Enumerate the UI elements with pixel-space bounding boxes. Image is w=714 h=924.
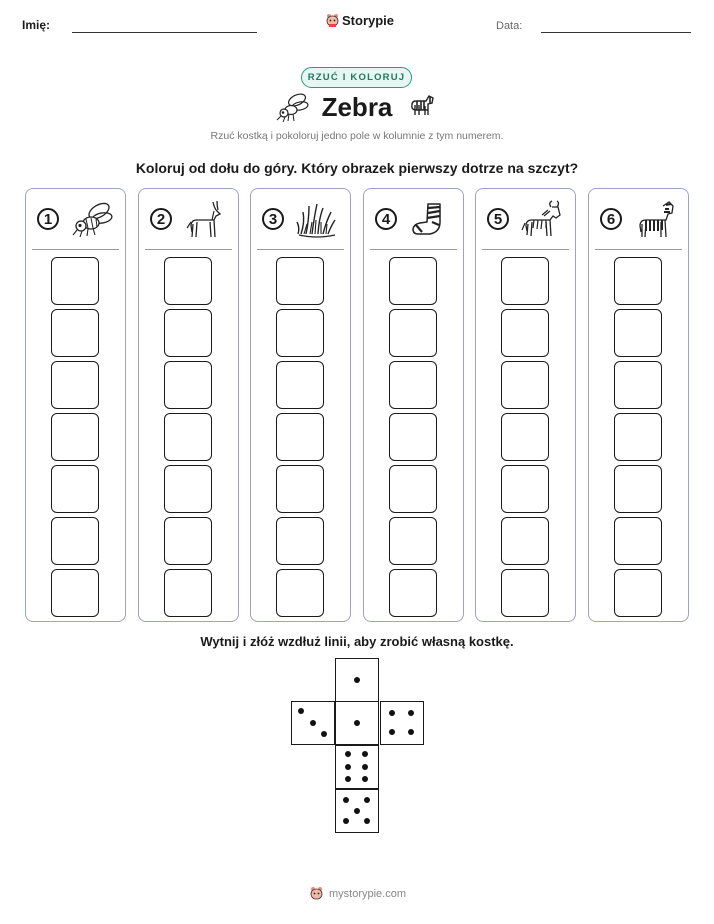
subtitle: Rzuć kostką i pokoloruj jedno pole w kolumnie z tym numerem. xyxy=(210,130,504,142)
dice-pip xyxy=(354,808,360,814)
color-cell[interactable] xyxy=(614,361,662,409)
dice-pip xyxy=(389,729,395,735)
instruction: Koloruj od dołu do góry. Który obrazek pierwszy dotrze na szczyt? xyxy=(135,160,579,176)
column-1 xyxy=(25,188,126,622)
color-cell[interactable] xyxy=(614,309,662,357)
dice-pip xyxy=(354,720,360,726)
color-cell[interactable] xyxy=(501,257,549,305)
color-cell[interactable] xyxy=(164,361,212,409)
dice-pip xyxy=(321,731,327,737)
color-cell[interactable] xyxy=(51,465,99,513)
column-divider xyxy=(370,249,457,250)
dice-pip xyxy=(408,710,414,716)
color-cell[interactable] xyxy=(276,569,324,617)
dice-face-6 xyxy=(335,745,379,789)
dice-pip xyxy=(364,818,370,824)
column-6 xyxy=(588,188,689,622)
column-number: 5 xyxy=(487,208,509,230)
zebra-sock-icon xyxy=(408,198,452,240)
color-cell[interactable] xyxy=(51,413,99,461)
color-cell[interactable] xyxy=(389,465,437,513)
color-cell[interactable] xyxy=(276,413,324,461)
dice-pip xyxy=(389,710,395,716)
color-cell[interactable] xyxy=(51,309,99,357)
color-cell[interactable] xyxy=(614,517,662,565)
color-cell[interactable] xyxy=(389,517,437,565)
dice-face-1 xyxy=(335,701,379,745)
color-cell[interactable] xyxy=(501,309,549,357)
dice-face-4 xyxy=(380,701,424,745)
dice-pip xyxy=(345,751,351,757)
color-cell[interactable] xyxy=(501,569,549,617)
column-divider xyxy=(595,249,682,250)
brand xyxy=(326,13,394,28)
wildebeest-icon xyxy=(520,198,564,240)
column-number: 1 xyxy=(37,208,59,230)
dice-face-5 xyxy=(335,789,379,833)
footer xyxy=(309,886,406,901)
dice-pip xyxy=(345,776,351,782)
dice-pip xyxy=(343,797,349,803)
grass-icon xyxy=(295,198,339,240)
column-divider xyxy=(145,249,232,250)
color-cell[interactable] xyxy=(164,465,212,513)
dice-pip xyxy=(408,729,414,735)
column-divider xyxy=(32,249,119,250)
color-cell[interactable] xyxy=(51,361,99,409)
dice-pip xyxy=(345,764,351,770)
color-cell[interactable] xyxy=(501,517,549,565)
column-number: 4 xyxy=(375,208,397,230)
column-number: 6 xyxy=(600,208,622,230)
color-cell[interactable] xyxy=(276,465,324,513)
color-cell[interactable] xyxy=(51,517,99,565)
dice-pip xyxy=(298,708,304,714)
column-divider xyxy=(482,249,569,250)
dice-pip xyxy=(354,677,360,683)
color-cell[interactable] xyxy=(614,413,662,461)
footer-url: mystorypie.com xyxy=(329,887,407,900)
dice-face-3 xyxy=(291,701,335,745)
color-cell[interactable] xyxy=(614,257,662,305)
dice-pip xyxy=(362,776,368,782)
column-4 xyxy=(363,188,464,622)
column-2 xyxy=(138,188,239,622)
dice-pip xyxy=(362,751,368,757)
color-cell[interactable] xyxy=(164,257,212,305)
cut-instruction: Wytnij i złóż wzdłuż linii, aby zrobić własną kostkę. xyxy=(200,634,514,649)
dice-face-1 xyxy=(335,658,379,702)
dice-pip xyxy=(343,818,349,824)
storypie-logo-icon xyxy=(326,13,339,28)
dice-pip xyxy=(364,797,370,803)
antelope-icon xyxy=(183,198,227,240)
color-cell[interactable] xyxy=(164,413,212,461)
dice-pip xyxy=(310,720,316,726)
color-cell[interactable] xyxy=(501,361,549,409)
color-cell[interactable] xyxy=(164,309,212,357)
color-cell[interactable] xyxy=(389,569,437,617)
name-line xyxy=(72,32,257,33)
column-number: 2 xyxy=(150,208,172,230)
color-cell[interactable] xyxy=(276,257,324,305)
color-cell[interactable] xyxy=(501,465,549,513)
color-cell[interactable] xyxy=(51,257,99,305)
column-5 xyxy=(475,188,576,622)
color-cell[interactable] xyxy=(389,309,437,357)
color-cell[interactable] xyxy=(276,309,324,357)
color-cell[interactable] xyxy=(614,465,662,513)
color-cell[interactable] xyxy=(164,569,212,617)
color-cell[interactable] xyxy=(389,257,437,305)
column-divider xyxy=(257,249,344,250)
date-label: Data: xyxy=(496,20,523,32)
activity-badge: RZUĆ I KOLORUJ xyxy=(301,67,412,88)
color-cell[interactable] xyxy=(276,361,324,409)
color-cell[interactable] xyxy=(614,569,662,617)
color-cell[interactable] xyxy=(389,413,437,461)
fly-icon xyxy=(70,198,114,240)
color-cell[interactable] xyxy=(501,413,549,461)
page-title: Zebra xyxy=(321,92,393,122)
color-cell[interactable] xyxy=(164,517,212,565)
zebra-icon xyxy=(406,91,436,121)
column-number: 3 xyxy=(262,208,284,230)
dice-pip xyxy=(362,764,368,770)
date-line xyxy=(541,32,691,33)
color-cell[interactable] xyxy=(389,361,437,409)
color-cell[interactable] xyxy=(51,569,99,617)
column-3 xyxy=(250,188,351,622)
name-label: Imię: xyxy=(22,18,51,32)
brand-name: Storypie xyxy=(342,13,395,28)
storypie-logo-icon xyxy=(309,886,324,901)
color-cell[interactable] xyxy=(276,517,324,565)
zebra-icon xyxy=(633,198,677,240)
